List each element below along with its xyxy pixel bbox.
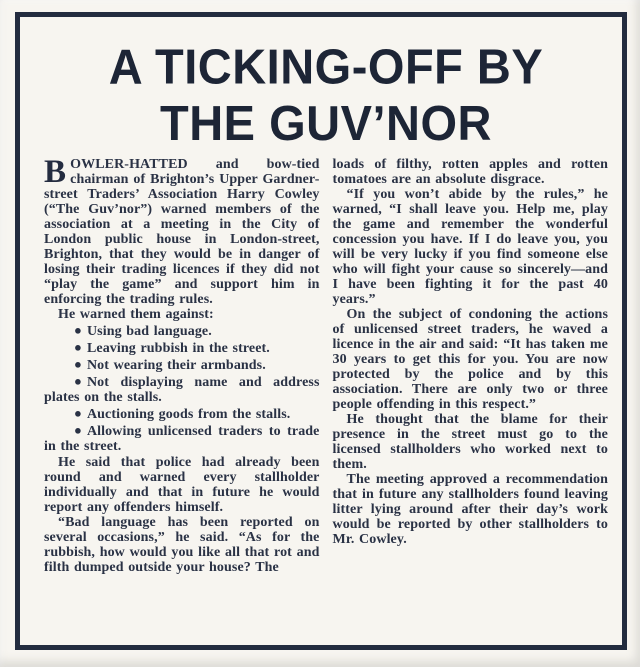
body-paragraph: The meeting approved a recommendation that in future any stallholders found leaving litter lying around after their day’s work would be reported by other stallholders to Mr. Cowley. xyxy=(332,472,608,547)
drop-cap: B xyxy=(44,154,67,190)
headline-line-2: THE GUV’NOR xyxy=(160,95,492,151)
body-paragraph: “Bad language has been reported on several occasions,” he said. “As for the rubbish, how would you like all that rot and filth dumped outside your house? The xyxy=(44,515,320,575)
body-paragraph: “If you won’t abide by the rules,” he warned, “I shall leave you. Help me, play the game and remember the wonderful concession you have. If I do leave you, you will be very lucky if you find someone else who will fight your cause so sincerely—and I have been fighting it for the past 40 years.” xyxy=(332,187,608,307)
left-column xyxy=(44,154,320,575)
warning-item xyxy=(44,340,320,356)
warning-item-text: Not wearing their armbands. xyxy=(86,358,266,373)
warning-item-text: Auctioning goods from the stalls. xyxy=(86,407,291,422)
warning-item xyxy=(44,323,320,339)
warning-item xyxy=(44,374,320,405)
warning-item xyxy=(44,423,320,454)
headline xyxy=(44,39,608,151)
bullet-icon: ● xyxy=(74,405,82,421)
headline-line-1: A TICKING-OFF BY xyxy=(108,39,544,95)
warning-item-text: Allowing unlicensed traders to trade in the street. xyxy=(44,424,320,454)
bullet-icon: ● xyxy=(74,322,82,338)
warning-item xyxy=(44,406,320,422)
article-body xyxy=(44,154,608,575)
right-column xyxy=(333,157,609,575)
warned-intro: He warned them against: xyxy=(58,307,214,322)
bullet-icon: ● xyxy=(74,356,82,372)
bullet-icon: ● xyxy=(74,339,82,355)
bullet-icon: ● xyxy=(74,373,82,389)
body-paragraph: He thought that the blame for their presence in the street must go to the licensed stallholders who worked next to them. xyxy=(332,412,608,472)
bullet-icon: ● xyxy=(74,422,82,438)
warning-item xyxy=(44,357,320,373)
warning-item-text: Using bad language. xyxy=(86,324,212,339)
article-border-box xyxy=(15,12,627,650)
warning-item-text: Not displaying name and address plates on the stalls. xyxy=(44,375,320,405)
warning-item-text: Leaving rubbish in the street. xyxy=(86,341,270,356)
body-paragraph: On the subject of condoning the actions of unlicensed street traders, he waved a licence in the air and said: “It has taken me 30 years to get this for you. You are now protected by the police and by this association. There are only two or three people offending in this respect.” xyxy=(332,307,608,412)
lead-paragraph xyxy=(44,154,320,307)
lead-paragraph-text: OWLER-HATTED and bow-tied chairman of Brighton’s Upper Gardner-street Traders’ Association Harry Cowley (“The Guv’nor”) warned members of the association at a meeting in the City of London public house in London-street, Brighton, that they would be in danger of losing their trading licences if they did not “play the game” and support him in enforcing the trading rules. xyxy=(44,157,320,307)
body-paragraph: He said that police had already been round and warned every stallholder individually and that in future he would report any offenders himself. xyxy=(44,455,320,515)
body-paragraph-continuation: loads of filthy, rotten apples and rotten tomatoes are an absolute disgrace. xyxy=(332,157,608,187)
